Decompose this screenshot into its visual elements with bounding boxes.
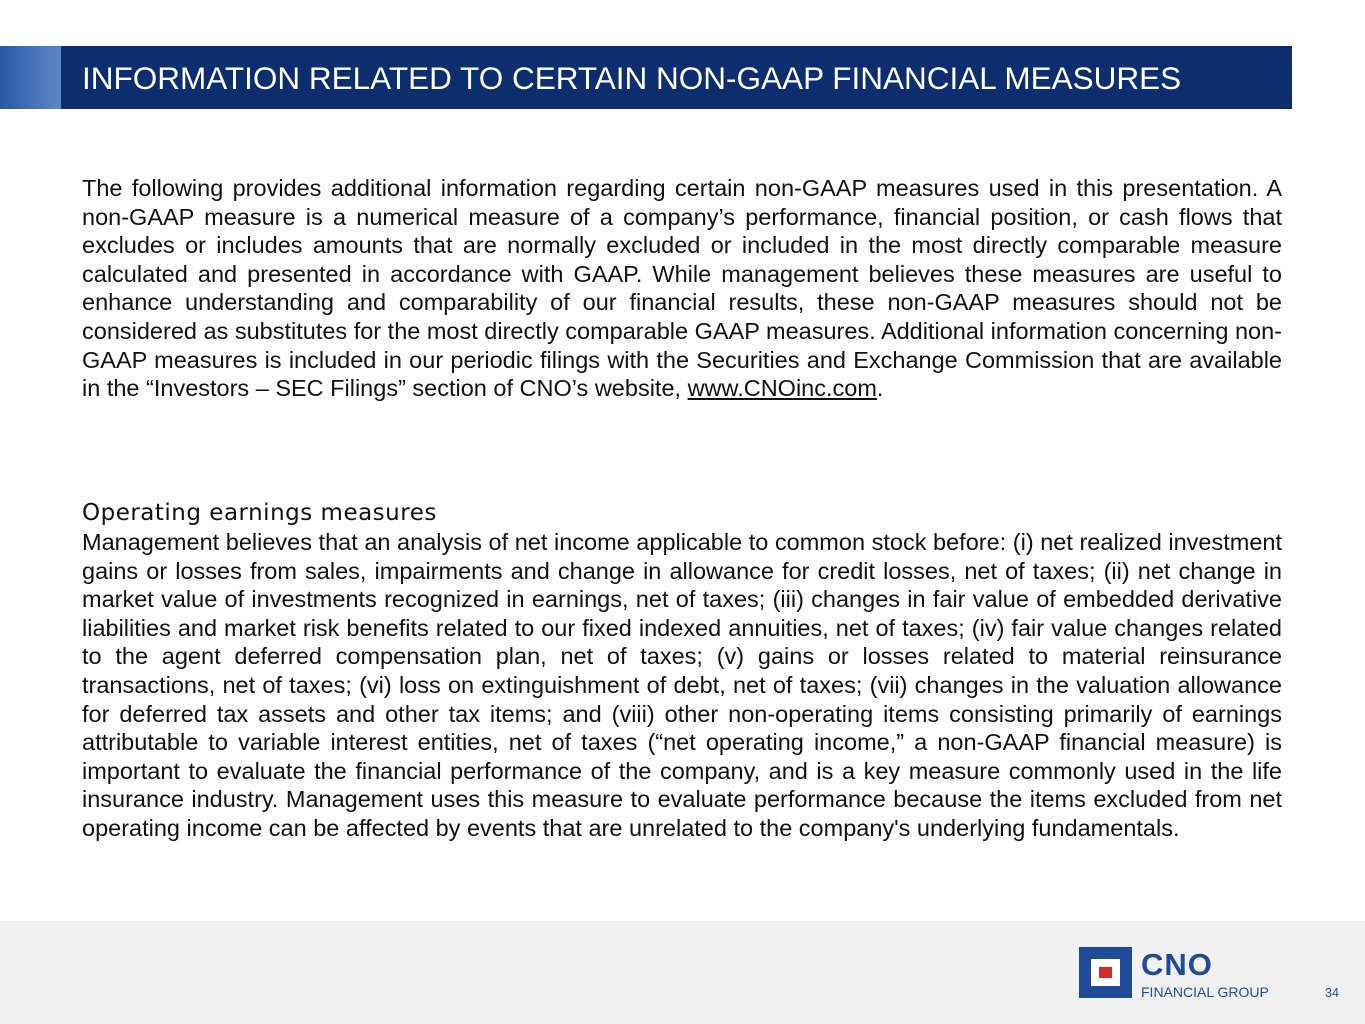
intro-text: The following provides additional information regarding certain non-GAAP measures used in this presentation. A non-GAAP measure is a numerical measure of a company’s performance, financial position, or cash flows that excludes or includes amounts that are normally excluded or included in the most directly comparable measure calculated and presented in accordance with GAAP. While management believes these measures are useful to enhance understanding and comparability of our financial results, these non-GAAP measures should not be considered as substitutes for the most directly comparable GAAP measures. Additional information concerning non-GAAP measures is included in our periodic filings with the Securities and Exchange Commission that are available in the “Investors – SEC Filings” section of CNO’s website, — [82, 175, 1282, 402]
logo-mark-icon — [1079, 947, 1132, 998]
logo-subtitle: FINANCIAL GROUP — [1141, 984, 1269, 1000]
logo-name: CNO — [1141, 947, 1213, 982]
cno-logo — [1079, 947, 1294, 1003]
operating-paragraph: Management believes that an analysis of net income applicable to common stock before: (i) net realized investment gains or losses from sales, impairments and change in allowance for credit losses, net of taxes; (ii) net change in market value of investments recognized in earnings, net of taxes; (iii) changes in fair value of embedded derivative liabilities and market risk benefits related to our fixed indexed annuities, net of taxes; (iv) fair value changes related to the agent deferred compensation plan, net of taxes; (v) gains or losses related to material reinsurance transactions, net of taxes; (vi) loss on extinguishment of debt, net of taxes; (vii) changes in the valuation allowance for deferred tax assets and other tax items; and (viii) other non-operating items consisting primarily of earnings attributable to variable interest entities, net of taxes (“net operating income,” a non-GAAP financial measure) is important to evaluate the financial performance of the company, and is a key measure commonly used in the life insurance industry. Management uses this measure to evaluate performance because the items excluded from net operating income can be affected by events that are unrelated to the company's underlying fundamentals. — [82, 529, 1282, 841]
section-heading: Operating earnings measures — [82, 500, 437, 526]
intro-paragraph — [82, 174, 1282, 403]
intro-end: . — [876, 375, 884, 402]
page-number: 34 — [1325, 986, 1339, 1000]
website-link[interactable]: www.CNOinc.com — [687, 375, 877, 402]
slide-title: INFORMATION RELATED TO CERTAIN NON-GAAP FINANCIAL MEASURES — [82, 60, 1182, 96]
title-bar — [0, 46, 1292, 109]
title-accent — [0, 46, 61, 109]
